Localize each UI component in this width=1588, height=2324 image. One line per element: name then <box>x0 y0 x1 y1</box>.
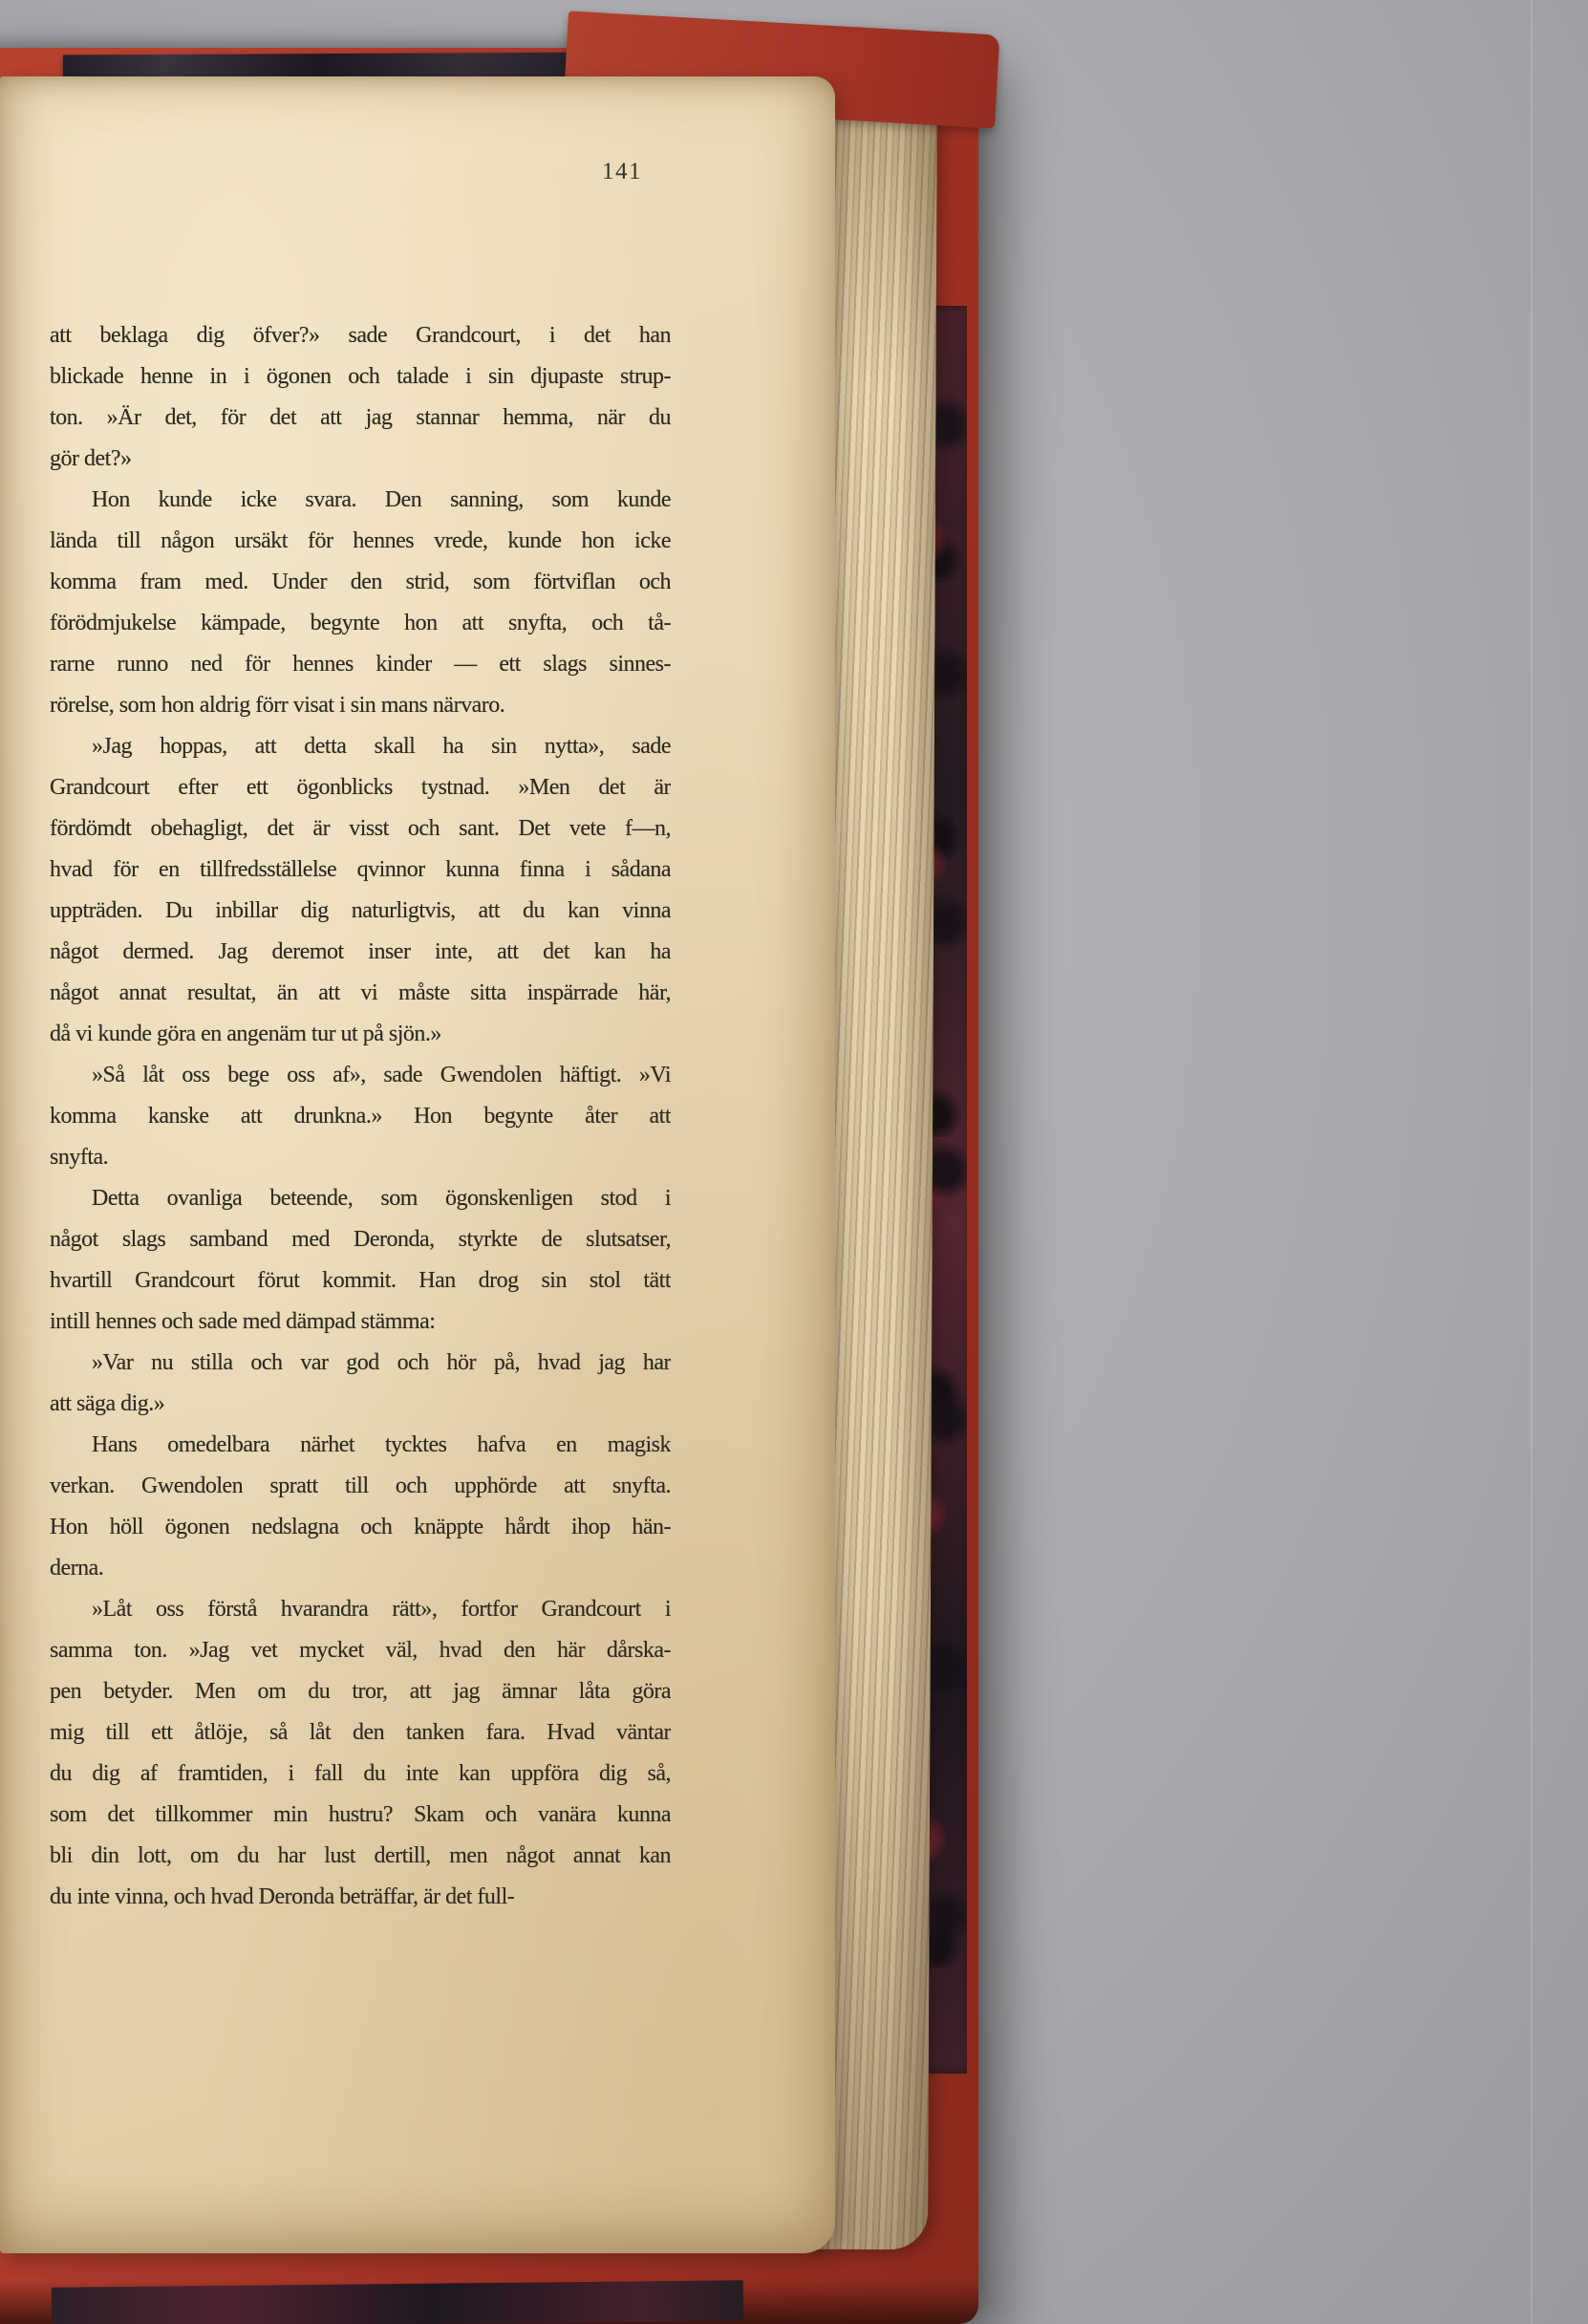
text-line: intill hennes och sade med dämpad stämma: <box>50 1309 436 1334</box>
text-line: samma ton. »Jag vet mycket väl, hvad den här dårska- <box>50 1638 671 1663</box>
text-line: bli din lott, om du har lust dertill, men något annat kan <box>50 1843 671 1868</box>
text-line: du dig af framtiden, i fall du inte kan uppföra dig så, <box>50 1761 671 1786</box>
book-page <box>0 76 835 2253</box>
text-line: derna. <box>50 1556 104 1581</box>
text-line: snyfta. <box>50 1145 109 1170</box>
page-text <box>50 315 671 1918</box>
text-line: komma fram med. Under den strid, som förtviflan och <box>50 570 671 594</box>
paragraph <box>50 480 671 726</box>
text-line: du inte vinna, och hvad Deronda beträffar, är det full- <box>50 1884 515 1909</box>
text-line: Hon kunde icke svara. Den sanning, som kunde <box>92 487 671 512</box>
page-number: 141 <box>602 159 642 184</box>
text-line: ton. »Är det, för det att jag stannar hemma, när du <box>50 405 671 430</box>
text-line: pen betyder. Men om du tror, att jag ämnar låta göra <box>50 1679 671 1704</box>
text-line: förödmjukelse kämpade, begynte hon att snyfta, och tå- <box>50 611 671 635</box>
text-line: gör det?» <box>50 446 132 471</box>
text-line: att säga dig.» <box>50 1391 165 1416</box>
paragraph <box>50 315 671 480</box>
text-line: hvartill Grandcourt förut kommit. Han drog sin stol tätt <box>50 1268 671 1293</box>
text-line: lända till någon ursäkt för hennes vrede, kunde hon icke <box>50 528 671 553</box>
text-line: Hon höll ögonen nedslagna och knäppte hårdt ihop hän- <box>50 1515 671 1539</box>
text-line: fördömdt obehagligt, det är visst och sant. Det vete f—n, <box>50 816 671 841</box>
text-line: som det tillkommer min hustru? Skam och vanära kunna <box>50 1802 671 1827</box>
paragraph <box>50 1178 671 1343</box>
text-line: Grandcourt efter ett ögonblicks tystnad. »Men det är <box>50 775 671 800</box>
text-line: Detta ovanliga beteende, som ögonskenligen stod i <box>92 1186 671 1211</box>
text-line: verkan. Gwendolen spratt till och upphörde att snyfta. <box>50 1474 671 1498</box>
text-line: »Så låt oss bege oss af», sade Gwendolen häftigt. »Vi <box>92 1063 671 1087</box>
text-line: något dermed. Jag deremot inser inte, att det kan ha <box>50 939 671 964</box>
text-line: rarne runno ned för hennes kinder — ett slags sinnes- <box>50 652 671 677</box>
text-line: Hans omedelbara närhet tycktes hafva en magisk <box>92 1432 671 1457</box>
paragraph <box>50 1055 671 1178</box>
book-bottom-edge <box>52 2280 743 2324</box>
paragraph <box>50 1343 671 1425</box>
text-line: rörelse, som hon aldrig förr visat i sin mans närvaro. <box>50 693 505 718</box>
text-line: då vi kunde göra en angenäm tur ut på sjön.» <box>50 1022 441 1046</box>
text-line: uppträden. Du inbillar dig naturligtvis, att du kan vinna <box>50 898 671 923</box>
text-line: »Låt oss förstå hvarandra rätt», fortfor Grandcourt i <box>92 1597 671 1622</box>
text-line: »Var nu stilla och var god och hör på, hvad jag har <box>92 1350 671 1375</box>
paragraph <box>50 1589 671 1918</box>
paragraph <box>50 1425 671 1589</box>
text-line: »Jag hoppas, att detta skall ha sin nytta», sade <box>92 734 671 759</box>
text-line: något slags samband med Deronda, styrkte de slutsatser, <box>50 1227 671 1252</box>
text-line: hvad för en tillfredsställelse qvinnor kunna finna i sådana <box>50 857 671 882</box>
text-line: blickade henne in i ögonen och talade i sin djupaste strup- <box>50 364 671 389</box>
paragraph <box>50 726 671 1055</box>
text-line: komma kanske att drunkna.» Hon begynte åter att <box>50 1104 671 1129</box>
text-line: mig till ett åtlöje, så låt den tanken fara. Hvad väntar <box>50 1720 671 1745</box>
text-line: något annat resultat, än att vi måste sitta inspärrade här, <box>50 980 671 1005</box>
text-line: att beklaga dig öfver?» sade Grandcourt, i det han <box>50 323 671 348</box>
